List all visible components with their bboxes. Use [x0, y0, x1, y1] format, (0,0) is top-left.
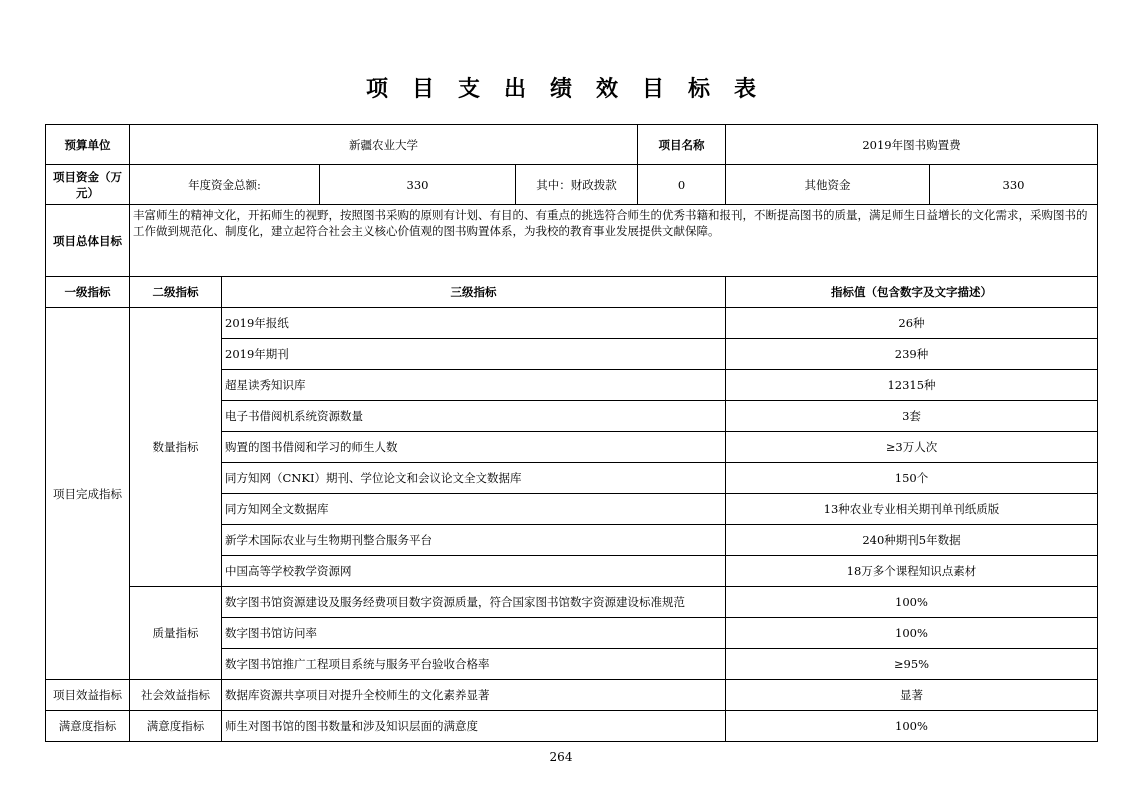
- value-cell: 12315种: [726, 370, 1098, 401]
- annual-total-value: 330: [320, 165, 516, 205]
- value-cell: 18万多个课程知识点素材: [726, 556, 1098, 587]
- quality-label: 质量指标: [130, 587, 222, 680]
- benefit-label: 项目效益指标: [46, 680, 130, 711]
- col-level2: 二级指标: [130, 277, 222, 308]
- budget-unit-label: 预算单位: [46, 125, 130, 165]
- page-title: 项目支出绩效目标表: [365, 76, 780, 102]
- performance-target-table: [45, 124, 1098, 742]
- project-name-label: 项目名称: [638, 125, 726, 165]
- fiscal-label: 其中：财政拨款: [516, 165, 638, 205]
- value-cell: 3套: [726, 401, 1098, 432]
- value-cell: ≥3万人次: [726, 432, 1098, 463]
- col-value: 指标值（包含数字及文字描述）: [726, 277, 1098, 308]
- table-row: [46, 680, 1098, 711]
- fiscal-value: 0: [638, 165, 726, 205]
- indicator-cell: 数字图书馆访问率: [222, 618, 726, 649]
- indicator-cell: 数字图书馆资源建设及服务经费项目数字资源质量，符合国家图书馆数字资源建设标准规范: [222, 587, 726, 618]
- other-funds-label: 其他资金: [726, 165, 930, 205]
- value-cell: 100%: [726, 618, 1098, 649]
- value-cell: 13种农业专业相关期刊单刊纸质版: [726, 494, 1098, 525]
- col-level3: 三级指标: [222, 277, 726, 308]
- indicator-cell: 新学术国际农业与生物期刊整合服务平台: [222, 525, 726, 556]
- value-cell: 100%: [726, 587, 1098, 618]
- column-header-row: [46, 277, 1098, 308]
- funds-row: [46, 165, 1098, 205]
- satisfaction-sub-label: 满意度指标: [130, 711, 222, 742]
- indicator-cell: 师生对图书馆的图书数量和涉及知识层面的满意度: [222, 711, 726, 742]
- value-cell: 显著: [726, 680, 1098, 711]
- value-cell: 150个: [726, 463, 1098, 494]
- indicator-cell: 数据库资源共享项目对提升全校师生的文化素养显著: [222, 680, 726, 711]
- page-number: 264: [549, 750, 573, 764]
- funds-label: 项目资金（万元）: [46, 165, 130, 205]
- satisfaction-label: 满意度指标: [46, 711, 130, 742]
- indicator-cell: 数字图书馆推广工程项目系统与服务平台验收合格率: [222, 649, 726, 680]
- indicator-cell: 购置的图书借阅和学习的师生人数: [222, 432, 726, 463]
- goal-text: 丰富师生的精神文化，开拓师生的视野，按照图书采购的原则有计划、有目的、有重点的挑选符合师生的优秀书籍和报刊，不断提高图书的质量，满足师生日益增长的文化需求，采购图书的工作做到规范化、制度化，建立起符合社会主义核心价值观的图书购置体系，为我校的教育事业发展提供文献保障。: [130, 205, 1098, 277]
- quantity-label: 数量指标: [130, 308, 222, 587]
- value-cell: 100%: [726, 711, 1098, 742]
- indicator-cell: 同方知网（CNKI）期刊、学位论文和会议论文全文数据库: [222, 463, 726, 494]
- other-funds-value: 330: [930, 165, 1098, 205]
- completion-label: 项目完成指标: [46, 308, 130, 680]
- benefit-sub-label: 社会效益指标: [130, 680, 222, 711]
- indicator-cell: 中国高等学校教学资源网: [222, 556, 726, 587]
- value-cell: 239种: [726, 339, 1098, 370]
- indicator-cell: 2019年报纸: [222, 308, 726, 339]
- goal-label: 项目总体目标: [46, 205, 130, 277]
- budget-unit-value: 新疆农业大学: [130, 125, 638, 165]
- table-row: [46, 711, 1098, 742]
- header-row: [46, 125, 1098, 165]
- value-cell: ≥95%: [726, 649, 1098, 680]
- table-row: [46, 308, 1098, 339]
- value-cell: 26种: [726, 308, 1098, 339]
- project-name-value: 2019年图书购置费: [726, 125, 1098, 165]
- indicator-cell: 同方知网全文数据库: [222, 494, 726, 525]
- indicator-cell: 2019年期刊: [222, 339, 726, 370]
- col-level1: 一级指标: [46, 277, 130, 308]
- table-row: [46, 587, 1098, 618]
- goal-row: [46, 205, 1098, 277]
- annual-total-label: 年度资金总额:: [130, 165, 320, 205]
- value-cell: 240种期刊5年数据: [726, 525, 1098, 556]
- indicator-cell: 超星读秀知识库: [222, 370, 726, 401]
- indicator-cell: 电子书借阅机系统资源数量: [222, 401, 726, 432]
